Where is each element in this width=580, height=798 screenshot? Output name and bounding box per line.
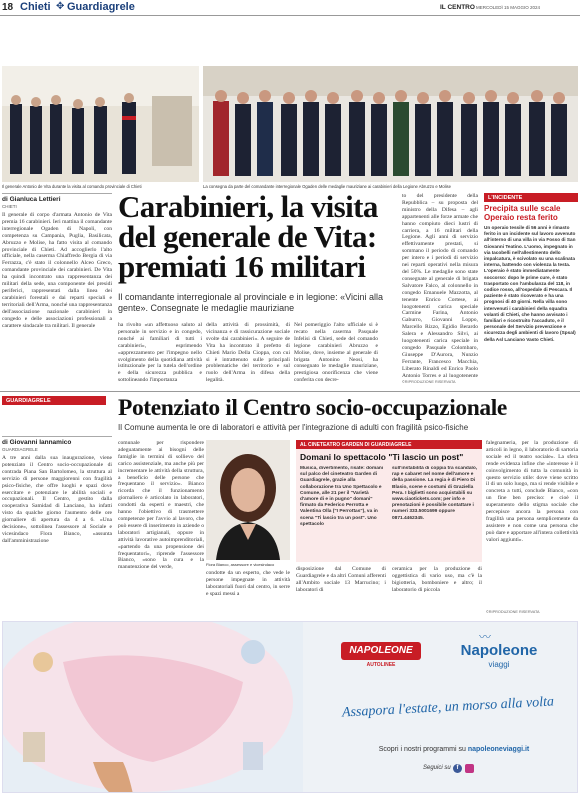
subsection-name: Guardiagrele: [67, 1, 135, 13]
headline-line-1: Carabinieri, la visita: [118, 189, 378, 224]
page-header: [0, 0, 580, 16]
photo-flora-bianco: [206, 440, 290, 560]
napoleone-viaggi-logo: [439, 628, 559, 674]
advertisement: [2, 621, 578, 793]
article1-col1: Il generale di corpo d'armata Antonio de Vita premia 16 carabinieri. Ieri mattina il comandante interregionale Ogaden di Napoli, con competenza su Campania, Puglia, Basilicata, Abruzzo e Molise, ha fatto visita al comando provinciale di Chieti. Ad accoglierlo l'alto ufficiale, nella caserma Chiaffredo Bergia di via Ferrazza, c'è stato il colonnello Alceo Greco, comandante provinciale dei carabinieri. De Vita ha quindi incontrato una rappresentanza dei militari della sede, una componente dei presidi periferici, rappresentati dalla linea dei carabinieri forestali e dai reparti speciali e territoriali dell'Arma, nonché una rappresentanza dell'associazione nazionale carabinieri in congedo e delle associazioni professionali a carattere sindacale tra militari. Il generale: [2, 212, 112, 329]
article2-col5: ceramica per la produzione di oggettistica di vario uso, ma c'è la bigiotteria, bomboniere e altro; il laboratorio di piccola: [392, 566, 482, 593]
dateline: CHIETI: [2, 204, 17, 209]
byline: di Gianluca Lettieri: [2, 196, 61, 203]
issue-date: MERCOLEDÌ 15 MAGGIO 2024: [476, 5, 541, 10]
masthead: IL CENTRO: [440, 4, 475, 11]
wave-icon: 〰: [479, 630, 492, 644]
incidente-title-1: Precipita sulle scale: [484, 204, 561, 213]
copyright-tag: ©RIPRODUZIONE RISERVATA: [402, 380, 456, 384]
instagram-icon[interactable]: [465, 764, 474, 773]
guardiagrele-label: GUARDIAGRELE: [2, 396, 106, 405]
ad-cta: [339, 746, 569, 753]
ad-illustration: [3, 622, 303, 793]
headline-line-3: premiati 16 militari: [118, 249, 366, 284]
article2-col4: disposizione dal Comune di Guardiagrele e da altri Comuni afferenti all'Ambito sociale 13 Marrucino; i laboratori di: [296, 566, 386, 593]
incidente-label: L'INCIDENTE: [484, 193, 578, 202]
event-box-label: AL CINETEATRO GARDEN DI GUARDIAGRELE: [296, 440, 482, 449]
event-box-col1: Musica, divertimento, risate: domani sul palco del cineteatro Garden di Guardiagrele, grazie alla collaborazione tra Uno Spettacolo e Comune, alle 21 per il "Varietà d'amore di e in pugno" domani" firmato da Federico Perrotta e Valentina Olla ("I Perrottas"), va in scena "Ti lascio tra un post". Uno spettacolo: [300, 466, 384, 527]
subheadline-2: Il Comune aumenta le ore di laboratori e attività per l'integrazione di adulti con fragilità psico-fisiche: [118, 423, 469, 432]
caption-left: Il generale Antonio de Vita durante la visita al comando provinciale di Chieti: [2, 184, 142, 189]
ad-cta-text: Scopri i nostri programmi su: [378, 746, 466, 753]
article2-col6: falegnameria, per la produzione di articoli in legno, il laboratorio di sartoria sociale ed il teatro sociale». La sfera rende evidenza infine che «interesse è il coinvolgimento di tutta la comunità in questo servizio utile: dove viene scritto il di un solo luogo, ma si rende visibile e concreta a tutti, conclude Bianco, «con un fine ben preciso: e cioè il superamento dello stigma sociale che percepisce ancora la persona con fragilità una persona semplicemente da assistere e non come una persona che può dare e apportare all'intera collettività valori aggiunti».: [486, 440, 578, 543]
photo-caption: Flora Bianco, assessore e vicesindaco: [206, 562, 275, 567]
article2-col2: comunale per rispondere adeguatamente ai bisogni delle famiglie in termini di sollievo del carico assistenziale, ma anche più per incrementare le attività della struttura, a beneficio delle persone che frequentano il servizio». Bianco ricorda che il funzionamento giornaliero è articolato in laboratori, condotti da esperti e maestri, che hanno l'obiettivo di trasmettere competenze per l'avvio al lavoro, che può essere di inserimento in aziende o laboratori artigianali, oppure in attività lavorative autoimprenditoriali, «partendo da una propensione dei frequentatori», riprende l'assessore Bianco, «sono la cura e la manutenzione del verde,: [118, 440, 204, 571]
separator-icon: ✥: [56, 1, 65, 12]
article1-col3: della attività di prossimità, di vicinanza e di rassicurazione sociale svolte dai carabinieri». A seguire de Vita ha incontrato il prefetto di Chieti Mario Della Cioppa, con cui si è intrattenuto sulle principali problematiche del territorio e sul ruolo dell'Arma in difesa della legalità.: [206, 322, 290, 384]
caption-right: La consegna da parte del comandante interregionale Ogaden delle medaglie mauriziane ai carabinieri della Legione Abruzzo e Molise: [203, 184, 451, 189]
ad-slogan: Assapora l'estate, un morso alla volta: [341, 694, 555, 721]
section-name: Chieti: [20, 1, 51, 13]
article2-col3: condotte da un esperto, che vede le persone impegnate in attività laboratoriali fuori dal centro, in serre e spazi messi a: [206, 570, 290, 597]
facebook-icon[interactable]: f: [453, 764, 462, 773]
divider: [2, 436, 112, 437]
headline-line-2: del generale de Vita:: [118, 219, 377, 254]
copyright-tag-2: ©RIPRODUZIONE RISERVATA: [486, 610, 540, 614]
napoleone-autolinee-logo: [341, 634, 421, 674]
ad-cta-link[interactable]: napoleoneviaggi.it: [467, 746, 530, 753]
photo-general-visit: [2, 66, 199, 182]
subheadline: Il comandante interregionale al provinciale e in legione: «Vicini alla gente». Consegnate le medaglie mauriziane: [118, 292, 383, 313]
divider: [2, 193, 112, 194]
article1-col4: Nel pomeriggio l'alto ufficiale si è recato nella caserma Pasquale Infelisi di Chieti, sede del comando legione carabinieri Abruzzo e Molise, dove, insieme al generale di brigata Antonino Neosi, ha consegnato le medaglie mauriziane, prestigiosa onorificenza che viene conferita con decre-: [294, 322, 378, 384]
autolinee-sub: AUTOLINEE: [366, 662, 396, 668]
headline: [118, 189, 378, 284]
incidente-title-2: Operaio resta ferito: [484, 213, 558, 222]
ad-follow: Seguici su: [423, 765, 451, 771]
article1-col2: ha rivolto «un affettuoso saluto al personale in servizio e in congedo, nonché ai familiari di tutti i carabinieri», esprimendo «apprezzamento per l'impegno nello svolgimento della quotidiana attività istituzionale per la tutela dell'ordine e della sicurezza pubblica e sottolineando l'importanza: [118, 322, 202, 384]
article2-col1: A tre anni dalla sua inaugurazione, viene potenziato il Centro socio-occupazionale di contrada Piana San Bartolomeo, la struttura al servizio di persone maggiorenni con fragilità psico-fisiche, che offre luoghi e spazi dove esercitare e potenziare le abilità sociali e occupazionali. Il Centro, gestito dalla cooperativa Samidad di Lanciano, ha infatti visto da qualche giorno l'aumento delle ore giornaliere di apertura da 4 a 6. «Una decisione», sottolinea l'assessore al Sociale e vicesindaco Flora Bianco, «assunta dall'amministrazione: [2, 455, 112, 544]
incidente-body: Un operaio tessile di 56 anni è rimasto ferito in un incidente sul lavoro avvenuto all'interno di una villa in via Fosso di San Giovanni Teatino. L'uomo, impegnato in via Iacobelli nell'allestimento dello impalcatura, è scivolato su una scalinata interna, battendo con violenza la testa. L'operaio è stato immediatamente soccorso: dopo le prime cure, è stato trasportato con l'ambulanza del 118, in codice rosso, all'ospedale di Pescara. Il paziente è stato ricoverato e ha una prognosi di 40 giorni. Nella villa sono intervenuti i carabinieri della squadra volanti di Chieti, che hanno avvisato i familiari e ricostruito l'accaduto, e il personale del Servizio prevenzione e sicurezza degli ambienti di lavoro (Spsal) della Asl Lanciano Vasto Chieti.: [484, 225, 576, 342]
section-divider: [0, 391, 580, 392]
headline-2: Potenziato il Centro socio-occupazionale: [118, 395, 507, 421]
article1-col5: to del presidente della Repubblica – su proposta del ministro della Difesa – agli appartenenti alle forze armate che hanno compiuto dieci lustri di carriera, a 16 militari della Legione. Agli anni di servizio effettivamente prestati, si sommano il periodo di comando per intero e i periodi di servizio nei reparti operativi nella misura del 50%. Le medaglie sono state consegnate al generale di brigata Salvatore Falco, al colonnello in congedo Emanuele Mazzotta, al tenente Enrico Cortese, ai luogotenenti carica speciale Carmine Farina, Antonio Gaburro, Giovanni Loppo, Marcello Rizzo, Egidio Berardo Salera e Alessandro Silvi, ai luogotenenti carica speciale in congedo Pasquale Colombaro, Giuseppe D'Aurora, Nunzio Ferrante, Francesco Macchia, Liberato Rinaldi ed Enrico Paolo Antonio Torres e al luogotenente: [402, 193, 478, 378]
viaggi-sub: viaggi: [488, 660, 510, 669]
page-number: 18: [2, 2, 14, 13]
autolinee-brand: NAPOLEONE: [341, 642, 421, 660]
photo-medal-ceremony: [203, 66, 578, 182]
event-box-col2: sull'instabilità di coppia tra scandalo, rap e cabaret nel nome dell'amore e della passione. La regia è di Piero Di Blasio, scene e costumi di Graziella Pera. I biglietti sono acquistabili su www.ciaotickets.com; per info e prenotazioni è possibile contattare i numeri 333.5001699 oppure 0871.4462345.: [392, 466, 478, 521]
dateline-2: GUARDIAGRELE: [2, 447, 38, 452]
byline-2: di Giovanni Iannamico: [2, 439, 72, 446]
incidente-title: [484, 204, 578, 222]
viaggi-brand: Napoleone: [460, 642, 538, 659]
event-box-title: Domani lo spettacolo "Ti lascio un post": [300, 452, 464, 462]
